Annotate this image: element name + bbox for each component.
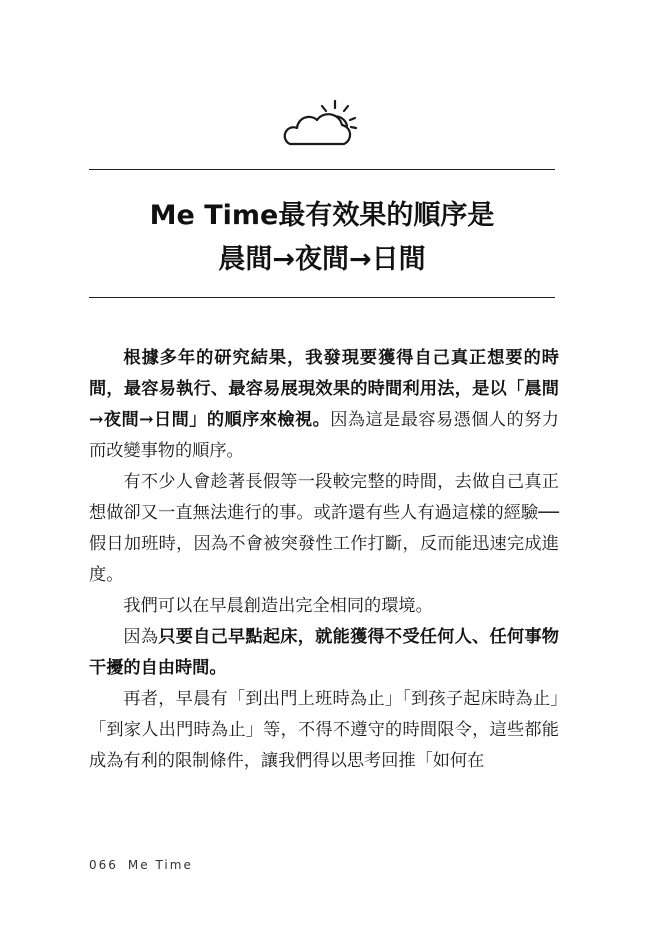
paragraph-5 [89,684,559,777]
paragraph-3 [89,591,559,622]
paragraph-4-prefix: 因為 [123,627,159,647]
page-number: 066 [89,858,118,872]
paragraph-1 [89,343,559,467]
paragraph-5-normal: 再者，早晨有「到出門上班時為止」「到孩子起床時為止」「到家人出門時為止」等，不得不遵守的時間限令，這些都能成為有利的限制條件，讓我們得以思考回推「如何在 [89,689,559,771]
page-title [89,194,555,282]
sun-behind-cloud-icon [280,96,364,152]
title-line-2: 晨間→夜間→日間 [218,244,426,275]
paragraph-1-bold: 根據多年的研究結果，我發現要獲得自己真正想要的時間，最容易執行、最容易展現效果的時間利用法，是以「晨間→夜間→日間」的順序來檢視。 [89,348,559,430]
title-bottom-rule [89,297,555,298]
running-title: Me Time [127,858,193,872]
body-text [89,343,559,777]
paragraph-2 [89,467,559,591]
paragraph-1-normal: 因為這是最容易憑個人的努力而改變事物的順序。 [89,410,559,461]
paragraph-4 [89,622,559,684]
title-top-rule [89,169,555,170]
title-line-1: Me Time最有效果的順序是 [149,200,495,231]
paragraph-4-bold: 只要自己早點起床，就能獲得不受任何人、任何事物干擾的自由時間。 [89,627,559,678]
paragraph-2-normal: 有不少人會趁著長假等一段較完整的時間，去做自己真正想做卻又一直無法進行的事。或許還有些人有過這樣的經驗──假日加班時，因為不會被突發性工作打斷，反而能迅速完成進度。 [89,472,559,585]
paragraph-3-normal: 我們可以在早晨創造出完全相同的環境。 [123,596,433,616]
page-footer [89,858,193,872]
